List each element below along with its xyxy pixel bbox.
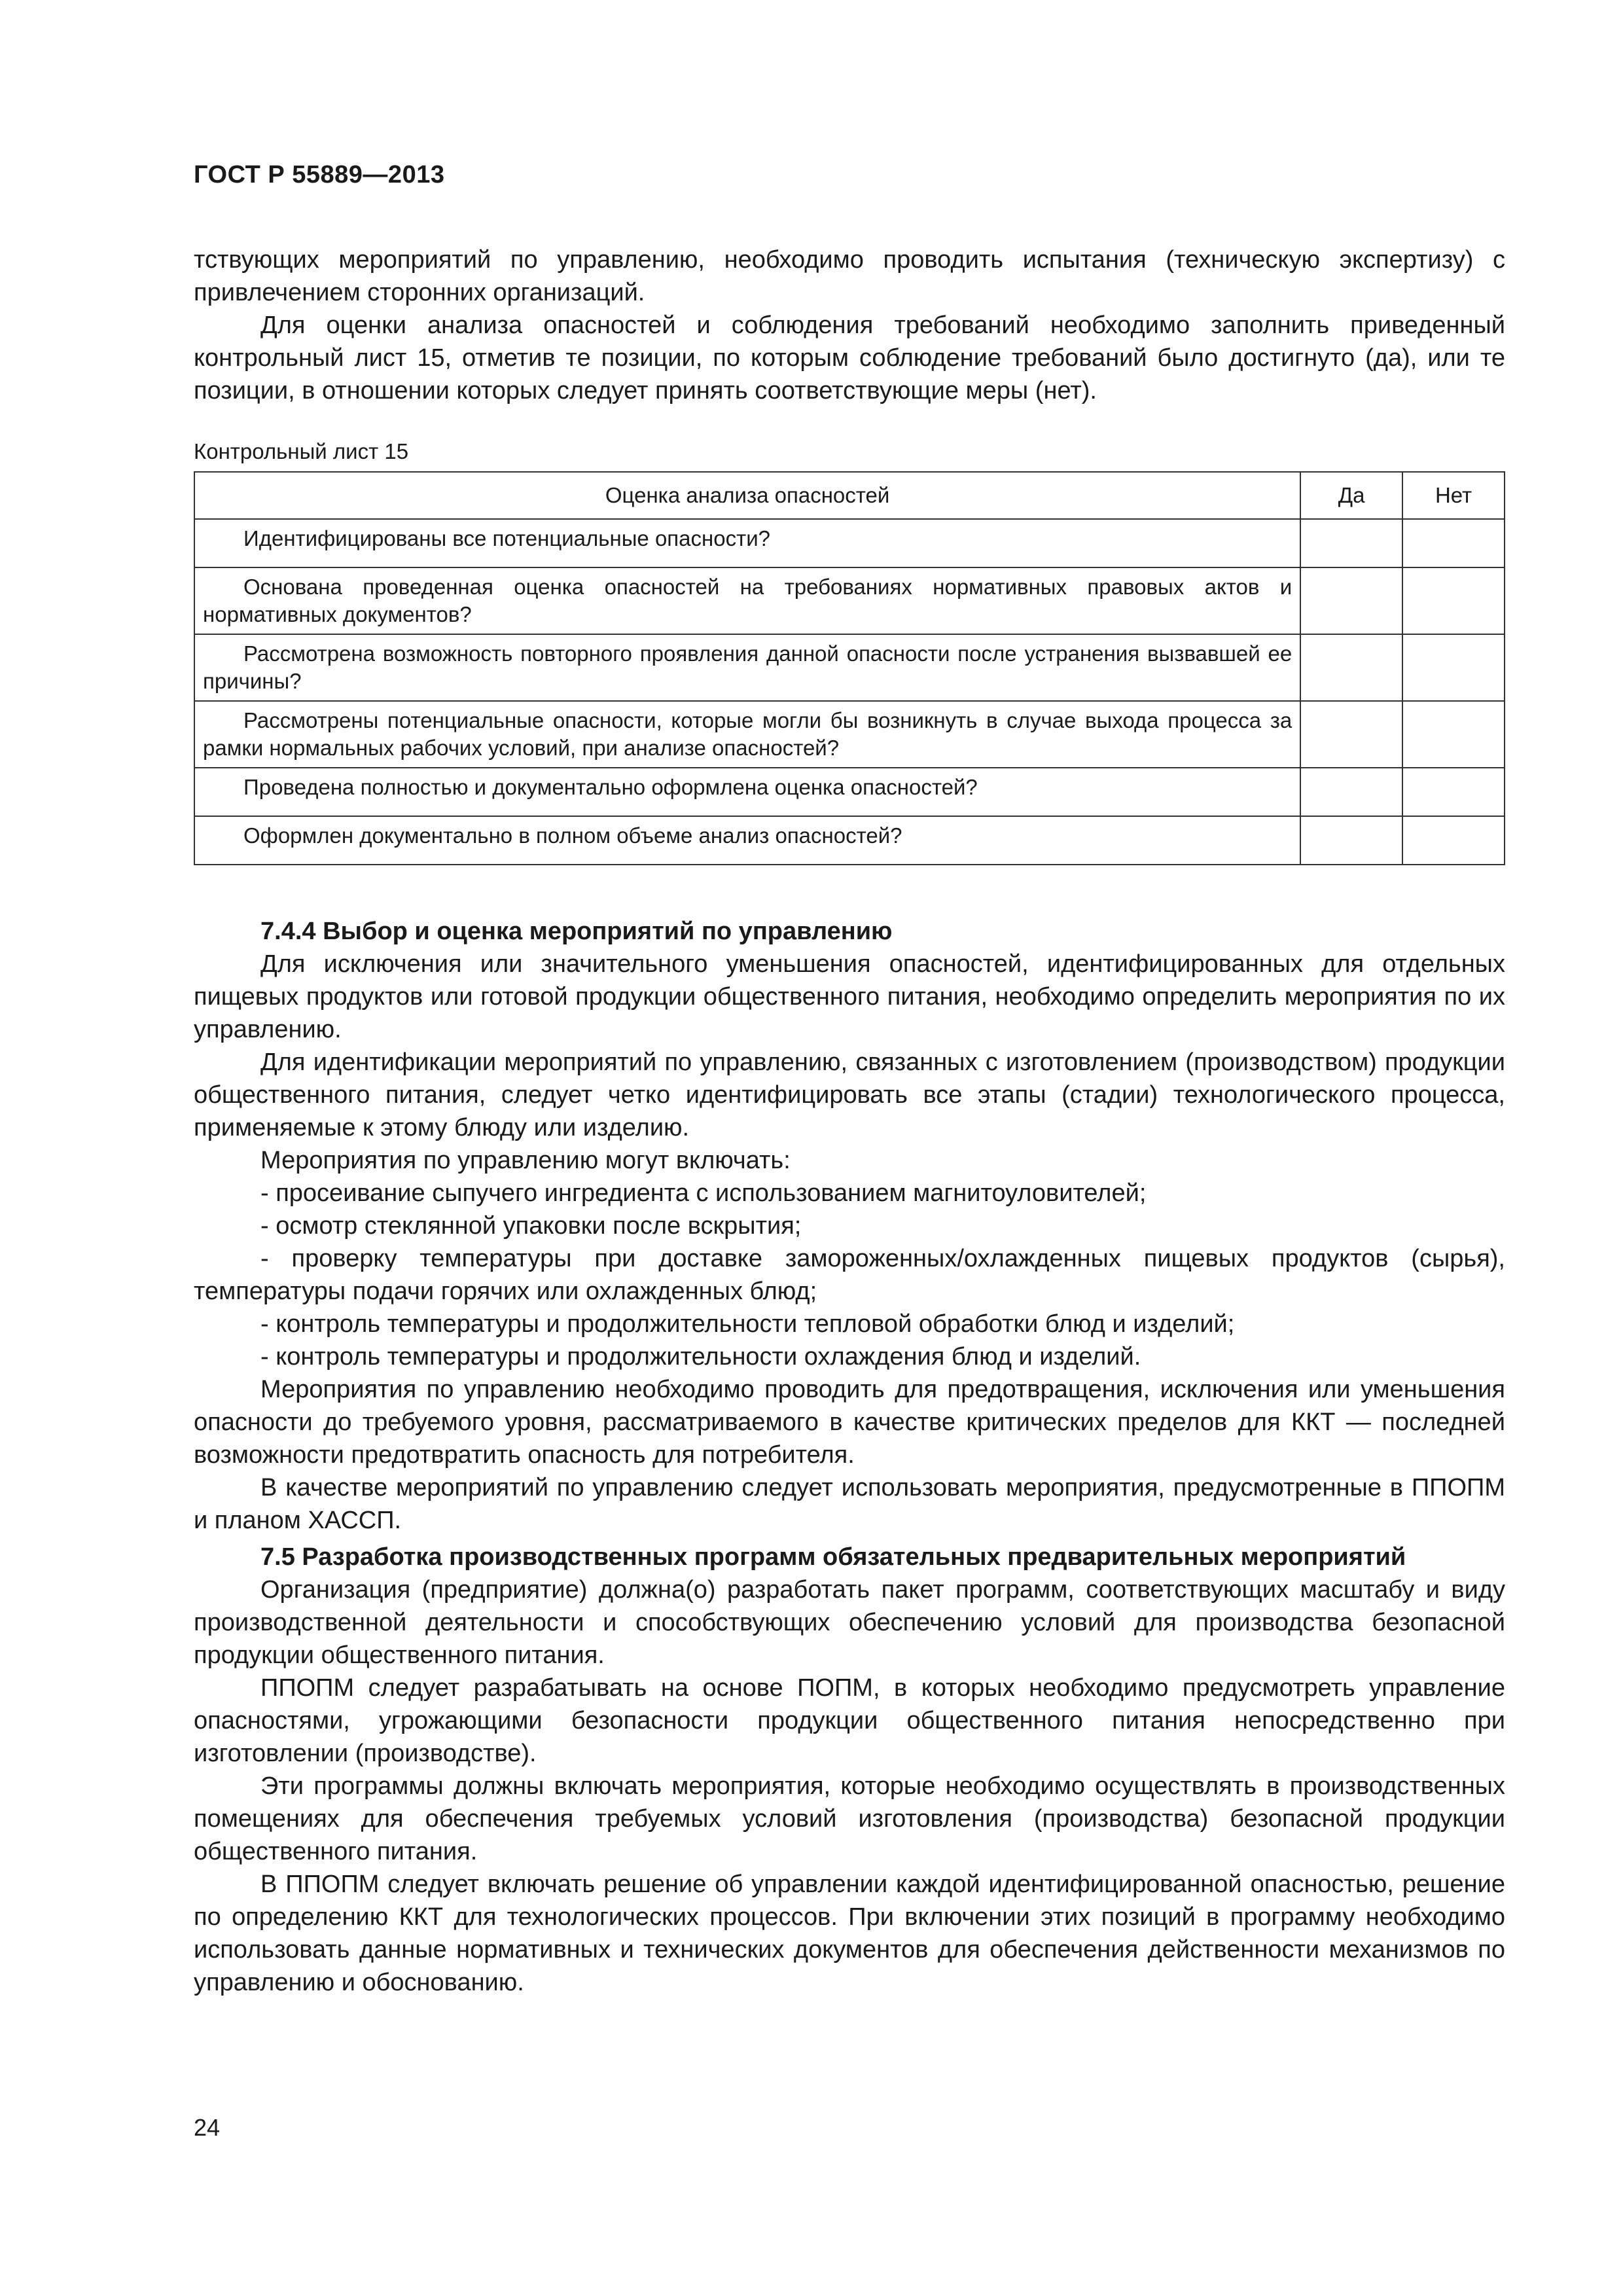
page-number: 24 (194, 2114, 221, 2141)
checklist-table (194, 471, 1505, 865)
table-row (194, 567, 1505, 634)
document-code: ГОСТ Р 55889—2013 (194, 161, 445, 188)
no-cell[interactable] (1402, 634, 1505, 701)
paragraph: Мероприятия по управлению могут включать: (260, 1147, 791, 1174)
section-heading-7-5: 7.5 Разработка производственных программ обязательных предварительных мероприятий (260, 1543, 1406, 1571)
question-cell: Оформлен документально в полном объеме анализ опасностей? (194, 816, 1300, 865)
yes-cell[interactable] (1300, 634, 1402, 701)
yes-cell[interactable] (1300, 519, 1402, 567)
list-item: - просеивание сыпучего ингредиента с использованием магнитоуловителей; (260, 1179, 1147, 1207)
column-header-no: Нет (1402, 472, 1505, 519)
paragraph: В качестве мероприятий по управлению следует использовать мероприятия, предусмотренные в ППОПМ и планом ХАССП. (194, 1474, 1505, 1534)
yes-cell[interactable] (1300, 768, 1402, 816)
paragraph: Для идентификации мероприятий по управлению, связанных с изготовлением (производством) продукции общественного питания, следует четко идентифицировать все этапы (стадии) технологического процесса, применяемые к этому блюду или изделию. (194, 1049, 1505, 1141)
no-cell[interactable] (1402, 768, 1505, 816)
question-cell: Проведена полностью и документально оформлена оценка опасностей? (194, 768, 1300, 816)
list-item: - контроль температуры и продолжительности охлаждения блюд и изделий. (260, 1343, 1141, 1371)
paragraph: Организация (предприятие) должна(о) разработать пакет программ, соответствующих масштабу и виду производственной деятельности и способствующих обеспечению условий для производства безопасной продукции общественного питания. (194, 1576, 1505, 1669)
no-cell[interactable] (1402, 567, 1505, 634)
main-body (194, 915, 1505, 1999)
table-row (194, 634, 1505, 701)
column-header-yes: Да (1300, 472, 1402, 519)
no-cell[interactable] (1402, 519, 1505, 567)
no-cell[interactable] (1402, 816, 1505, 865)
table-row (194, 519, 1505, 567)
document-page (194, 0, 1505, 2296)
list-item: - контроль температуры и продолжительности тепловой обработки блюд и изделий; (260, 1310, 1235, 1338)
section-heading-7-4-4: 7.4.4 Выбор и оценка мероприятий по управлению (260, 918, 893, 945)
table-row (194, 701, 1505, 768)
paragraph: Мероприятия по управлению необходимо проводить для предотвращения, исключения или уменьшения опасности до требуемого уровня, рассматриваемого в качестве критических пределов для ККТ — последней возможности предотвратить опасность для потребителя. (194, 1376, 1505, 1469)
paragraph: Для оценки анализа опасностей и соблюдения требований необходимо заполнить приведенный контрольный лист 15, отметив те позиции, по которым соблюдение требований было достигнуто (да), или те позиции, в отношении которых следует принять соответствующие меры (нет). (194, 312, 1505, 404)
question-cell: Рассмотрена возможность повторного проявления данной опасности после устранения вызвавшей ее причины? (194, 634, 1300, 701)
column-header-assessment: Оценка анализа опасностей (194, 472, 1300, 519)
question-cell: Идентифицированы все потенциальные опасности? (194, 519, 1300, 567)
yes-cell[interactable] (1300, 567, 1402, 634)
paragraph: Эти программы должны включать мероприятия, которые необходимо осуществлять в производственных помещениях для обеспечения требуемых условий изготовления (производства) безопасной продукции общественного питания. (194, 1772, 1505, 1865)
question-cell: Рассмотрены потенциальные опасности, которые могли бы возникнуть в случае выхода процесса за рамки нормальных рабочих условий, при анализе опасностей? (194, 701, 1300, 768)
intro-text (194, 243, 1505, 407)
paragraph: В ППОПМ следует включать решение об управлении каждой идентифицированной опасностью, решение по определению ККТ для технологических процессов. При включении этих позиций в программу необходимо использовать данные нормативных и технических документов для обеспечения действенности механизмов по управлению и обоснованию. (194, 1871, 1505, 1996)
table-row (194, 816, 1505, 865)
paragraph: тствующих мероприятий по управлению, необходимо проводить испытания (техническую экспертизу) с привлечением сторонних организаций. (194, 246, 1505, 306)
table-header-row (194, 472, 1505, 519)
list-item: - осмотр стеклянной упаковки после вскрытия; (260, 1212, 802, 1240)
checklist-caption: Контрольный лист 15 (194, 439, 409, 463)
list-item: - проверку температуры при доставке замороженных/охлажденных пищевых продуктов (сырья), температуры подачи горячих или охлажденных блюд; (194, 1245, 1505, 1305)
question-cell: Основана проведенная оценка опасностей на требованиях нормативных правовых актов и нормативных документов? (194, 567, 1300, 634)
no-cell[interactable] (1402, 701, 1505, 768)
yes-cell[interactable] (1300, 816, 1402, 865)
paragraph: ППОПМ следует разрабатывать на основе ПОПМ, в которых необходимо предусмотреть управление опасностями, угрожающими безопасности продукции общественного питания непосредственно при изготовлении (производстве). (194, 1674, 1505, 1767)
paragraph: Для исключения или значительного уменьшения опасностей, идентифицированных для отдельных пищевых продуктов или готовой продукции общественного питания, необходимо определить мероприятия по их управлению. (194, 950, 1505, 1043)
table-row (194, 768, 1505, 816)
yes-cell[interactable] (1300, 701, 1402, 768)
